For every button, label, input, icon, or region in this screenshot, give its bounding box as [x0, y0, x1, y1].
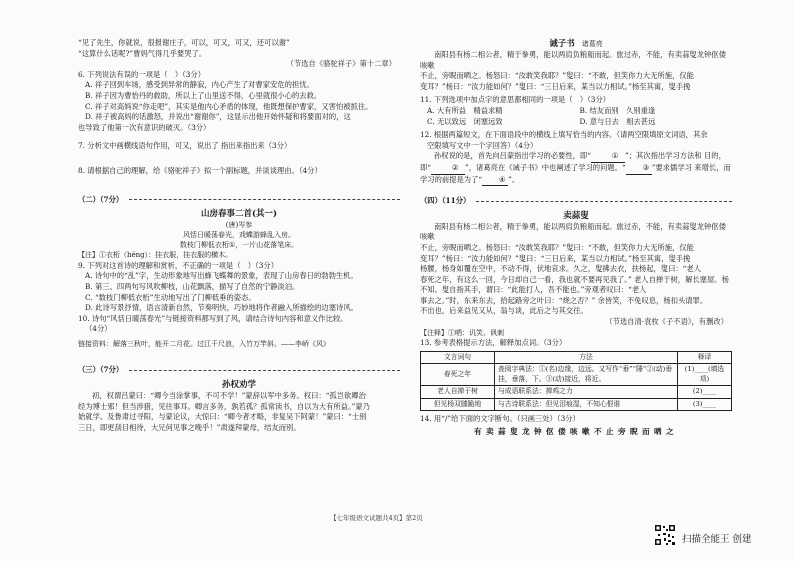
essay-author: 诸葛亮: [581, 40, 603, 48]
fill-text: ”；其次指出学习方法和: [624, 151, 702, 161]
prose-line: 初，权谓吕蒙曰：“卿今当涂掌事，不可不学！”蒙辞以军中多务。权曰：“孤岂欲卿治: [92, 391, 366, 401]
poem-title: 山房春事二首(其一): [200, 209, 278, 220]
essay-line: 不止，旁睨而哂之。杨怒曰：“汝敢笑我耶？”叟曰：“不敢，但笑你力大无所施，仅能: [420, 71, 694, 81]
section-2-label: （二）（7分）: [78, 194, 124, 204]
fill-blank-2[interactable]: ②: [431, 163, 465, 175]
question-13: 13. 参考表格提示方法，解释加点词。（3分）: [420, 338, 567, 348]
option-11b: B. 结友而别 久别重逢: [579, 105, 656, 115]
fill-text: ”，诸葛亮在《诫子书》中也阐述了学习的问题。“: [465, 162, 626, 172]
prose-title: 孙权劝学: [221, 380, 256, 391]
fill-text: 孙权说的是，首先向吕蒙指出学习的必要性，即“: [434, 151, 591, 161]
link-material: 链接资料：解落三秋叶，能开二月花。过江千尺浪，入竹万竿斜。——李峤《风》: [78, 339, 330, 348]
passage-source: （节选自《骆驼祥子》第十二章）: [286, 59, 396, 69]
question-8: 8. 请根据自己的理解，给《骆驼祥子》拟一个副标题，并谈谈理由。（4分）: [78, 165, 322, 175]
section-4-label: （四）（11分）: [420, 196, 471, 206]
passage-line: “见了先生，你就说，很报谢庄子，可以，可又，可又，还可以谢”: [78, 38, 290, 47]
option-9c: C. “数枝门柳低衣桁”生动地写出了门柳低垂的姿态。: [85, 292, 256, 302]
essay-line: 变耳？”杨曰：“汝力能如何？”叟曰：“三日后来，某当以力相试。”杨至其寓，叟手挽: [420, 81, 691, 91]
story-source: （节选自清·袁枚《子不语》，有删改）: [605, 317, 728, 327]
table-row: [421, 364, 732, 386]
story-line: 事去之。”时，东来东去，拾起路旁之叶曰：“烧之否？” 余皆笑，不免叹息，杨扣头请罪。: [420, 295, 708, 305]
answer-cell[interactable]: (1)____(填选项): [678, 364, 732, 386]
option-9d: D. 此诗写景抒情，语言清新自然，节奏明快，巧妙地将作者融入所描绘的边塞诗风。: [85, 303, 358, 313]
section-divider: [129, 370, 400, 371]
story-line: 变耳？”杨曰：“汝力能如何？”叟曰：“三日后来，某当以力相试。”杨至其寓，叟手挽: [420, 253, 691, 263]
story-line: 不出也，后来益见又从，翁与谈，此后之与其交往。: [420, 306, 588, 316]
table-cell: 老人自掸于树: [421, 386, 495, 399]
left-column: [78, 38, 400, 433]
story-note: 【注释】①哂：讥笑、讽刺: [420, 328, 504, 337]
fill-text: ”。: [508, 174, 520, 184]
story-line: 春死之年，有这么一回，今日却自己一看，我也就不要再见我了。” 老人自掸于树，解长塞屋。杨: [420, 274, 729, 284]
table-header-row: [421, 351, 732, 364]
option-6d: D. 祥子被高妈的话激怒，并说出“谢谢你”，这显示出他开始怀疑和将要面对的，这: [85, 112, 351, 122]
option-9a: A. 诗句中的“乱”字，生动形象地写出蜂飞蝶舞的景象，表现了山房春日的勃勃生机。: [85, 271, 358, 281]
qr-code-icon: [654, 524, 676, 546]
option-6a: A. 祥子回到车场，感受到异常的静寂，内心产生了对曹家安危的担忧。: [85, 80, 314, 90]
section-4-heading: [420, 196, 732, 207]
table-row: [421, 386, 732, 399]
poem-line: 数枝门柳低衣桁①，一片山花落笔床。: [179, 241, 299, 250]
question-12: 12. 根据两篇短文，在下面语段中的横线上填写恰当的内容。（请两空限填原文词语，其余: [420, 130, 708, 140]
prose-line: 经为博士邪！但当涉猎，见往事耳。卿言多务，孰若孤？孤常读书，自以为大有所益。”蒙乃: [78, 401, 370, 411]
fill-blank-4[interactable]: ④: [482, 175, 508, 187]
question-10-score: （4分）: [85, 324, 112, 334]
story-title: 卖蒜叟: [563, 210, 589, 221]
section-divider: [476, 201, 732, 202]
fill-text: ”要求儒学习: [651, 162, 692, 172]
scanner-watermark: 扫描全能王 创建: [682, 534, 752, 545]
option-6b: B. 祥子因为曹怡丹的救助，所以上了山里送不得，心里就很小心的去救。: [85, 90, 322, 100]
story-line: 不止，旁睨而哂之。杨怒曰：“汝敢笑我耶？”叟曰：“不敢，但笑你力大无所施，仅能: [420, 242, 694, 252]
poem-note: 【注】①衣桁（héng）：挂衣服，挂衣服的横木。: [78, 251, 233, 260]
poem-line: 风恬日暖荡春光，戏蝶游蜂乱入房。: [183, 231, 295, 240]
question-11: 11. 下列选项中加点字的意思都相同的一项是（ ）（3分）: [420, 95, 611, 105]
table-cell: 但见杨双膝跪地: [421, 398, 495, 411]
table-cell: 查阅字典法：①(名)边缘，边远。又写作“垂”“陲”②(动)垂挂，垂落，下。③(动)接近，将近。: [495, 364, 678, 386]
fill-blank-1[interactable]: ①: [591, 151, 625, 163]
page-footer: 【七年级语文试题共4页】第2页: [330, 514, 423, 522]
answer-cell[interactable]: (3)____: [678, 398, 732, 411]
table-header: 文言词句: [421, 351, 495, 364]
option-11d: D. 意与日去 相去甚远: [579, 116, 656, 126]
prose-line: 始就学。及鲁肃过寻阳，与蒙论议，大惊曰：“卿今者才略，非复吴下阿蒙！”蒙曰：“士别: [78, 412, 367, 422]
table-row: [421, 398, 732, 411]
essay-title-text: 诫子书: [549, 39, 575, 49]
table-cell: 与成语联系法：掸鸡之力: [495, 386, 678, 399]
section-3-label: （三）（7分）: [78, 365, 124, 375]
option-11a: A. 大有所益 精益求精: [427, 105, 503, 115]
fill-text: 目的，即“: [420, 151, 726, 172]
passage-line: “这算什么话呢?”曹妈气得几乎要哭了。: [78, 48, 207, 58]
option-6c: C. 祥子对高妈说“你走吧”，其实是他内心矛盾的体现，他既想保护曹家，又害怕被抓住。: [85, 101, 373, 111]
story-line: 南阳县有杨二相公者，精于拳勇，能以两肩负粮船而起。旅过赤，不能，有卖蒜叟龙钟伛偻咳嗽: [420, 221, 726, 242]
option-9b: B. 第三、四两句写风吹柳枝，山花飘落，描写了自然的宁静淡泊。: [85, 281, 300, 291]
question-14: 14. 用“/”给下面的文字断句。（只画三处）（3分）: [420, 414, 580, 424]
fill-paragraph: [420, 151, 732, 186]
section-3-heading: [78, 365, 400, 376]
essay-line: 南阳县有杨二相公者，精于拳勇，能以两肩负粮船而起。旅过赤，不能，有卖蒜叟龙钟伛偻咳嗽: [420, 50, 726, 70]
fill-blank-3[interactable]: ③: [626, 163, 652, 175]
answer-cell[interactable]: (2)____: [678, 386, 732, 399]
punctuation-text[interactable]: 有卖蒜叟龙钟伛偻咳嗽不止旁睨而哂之: [474, 426, 678, 436]
question-12-cont: 空限填写文中一个字回答）（4分）: [427, 140, 538, 150]
story-line: 不知。叟自指其手，谓曰：“此能打人，吾不能也。”旁观者叹曰：“老人: [420, 285, 647, 295]
method-table: [420, 351, 732, 412]
question-9: 9. 下列对这首诗的理解和赏析，不正确的一项是（ ）（3分）: [78, 260, 278, 270]
option-11c: C. 无以致远 闭塞远致: [427, 116, 503, 126]
options-11: [420, 106, 732, 127]
table-header: 释译: [678, 351, 732, 364]
question-10: 10. 诗句“风恬日暖荡春光”与链接资料都写到了风，请结合诗句内容和意义作比较。: [78, 313, 348, 323]
section-2-heading: [78, 195, 400, 206]
question-6: 6. 下列说法有误的一项是（ ）（3分）: [78, 69, 206, 79]
question-7: 7. 分析文中画横线语句作用，可又，说出了 指出来指出来（3分）: [78, 141, 292, 151]
table-cell: 春死之年: [421, 364, 495, 386]
option-6d-cont: 也导致了他第一次有意识的破灭。（3分）: [78, 122, 211, 132]
fill-text: 来增长，而学习的前提是为了“: [420, 162, 731, 184]
table-cell: 与古诗联系法：但见泪痕湿，不知心恨谁: [495, 398, 678, 411]
table-header: 方法: [495, 351, 678, 364]
poem-author: (唐)岑参: [225, 221, 253, 230]
section-divider: [129, 199, 400, 200]
story-line: 杨腰，杨身如覆在空中，不动不得，伏地哀求。久之，叟拂去衣，扶杨起，叟曰：“老人: [420, 264, 702, 274]
essay-title: [420, 38, 732, 50]
prose-line: 三日，即更刮目相待，大兄何见事之晚乎！”肃遂拜蒙母，结友而别。: [78, 422, 301, 432]
right-column: [420, 38, 732, 438]
